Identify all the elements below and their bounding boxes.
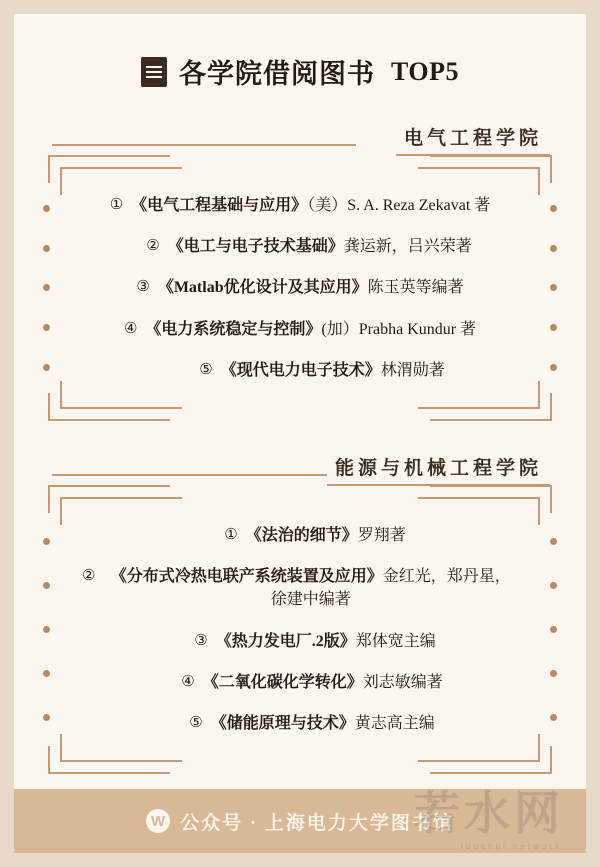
- section-frame: [40, 155, 560, 421]
- list-item: [82, 703, 518, 744]
- list-item: [82, 662, 518, 703]
- section-title: 能源与机械工程学院: [327, 453, 550, 486]
- book-title: 《热力发电厂.2版》: [215, 632, 356, 650]
- book-title: 《分布式冷热电联产系统装置及应用》: [110, 568, 383, 586]
- book-author: （美）S. A. Reza Zekavat 著: [307, 197, 491, 214]
- title-top5: TOP5: [391, 56, 459, 86]
- book-title: 《储能原理与技术》: [210, 714, 355, 732]
- book-list: [40, 171, 560, 405]
- list-item: [82, 350, 518, 391]
- section-rule: [52, 144, 356, 146]
- book-list: [40, 501, 560, 758]
- book-entry: [168, 235, 472, 258]
- book-title: 《电工与电子技术基础》: [167, 238, 344, 256]
- rank-badge: ④: [181, 673, 195, 690]
- book-entry: [246, 524, 406, 547]
- book-author: 陈玉英等编著: [367, 279, 464, 297]
- section-header: [14, 447, 586, 485]
- book-author: 刘志敏编著: [362, 673, 443, 691]
- rank-badge: ③: [194, 632, 208, 649]
- rank-badge: ⑤: [199, 361, 213, 378]
- book-title: 《法治的细节》: [245, 526, 358, 544]
- list-item: [82, 185, 518, 226]
- rank-badge: ③: [136, 279, 150, 296]
- book-author: (加）Prabha Kundur 著: [321, 320, 477, 338]
- wechat-icon: W: [146, 809, 170, 833]
- book-entry: [216, 630, 436, 653]
- list-item: [82, 309, 518, 350]
- book-entry: [131, 194, 490, 217]
- section-header: [14, 117, 586, 155]
- book-entry: [145, 318, 476, 341]
- book-entry: [158, 276, 464, 299]
- footer-account-text: 公众号 · 上海电力大学图书馆: [180, 812, 454, 834]
- footer-bar: [14, 789, 586, 853]
- section-energy-mechanical-engineering: [14, 447, 586, 774]
- rank-badge: ②: [146, 238, 160, 255]
- rank-badge: ②: [82, 568, 96, 585]
- section-electrical-engineering: [14, 117, 586, 421]
- list-item: [82, 621, 518, 662]
- book-title: 《二氧化碳化学转化》: [202, 673, 363, 691]
- section-title: 电气工程学院: [396, 123, 550, 156]
- list-item: [82, 226, 518, 267]
- book-author: 郑体宽主编: [355, 632, 436, 650]
- book-title: 《Matlab优化设计及其应用》: [157, 279, 368, 297]
- book-title: 《现代电力电子技术》: [220, 361, 381, 379]
- book-author: 黄志高主编: [354, 714, 435, 732]
- section-rule: [52, 474, 356, 476]
- watermark: 若水网: [414, 788, 564, 839]
- rank-badge: ①: [224, 526, 238, 543]
- book-title: 《电气工程基础与应用》: [131, 197, 308, 214]
- list-item: [82, 267, 518, 308]
- title-main: 各学院借阅图书: [179, 59, 375, 89]
- rank-badge: ⑤: [189, 714, 203, 731]
- rank-badge: ①: [109, 197, 124, 213]
- book-entry: [211, 712, 435, 735]
- book-author: 罗翔著: [357, 526, 406, 544]
- list-item: [82, 556, 518, 620]
- page-title: [14, 52, 586, 91]
- section-frame: [40, 485, 560, 774]
- watermark-subtext: ruoshui network: [460, 842, 562, 851]
- book-author: 龚运新，吕兴荣著: [343, 238, 472, 256]
- book-entry: [103, 565, 518, 611]
- book-entry: [203, 671, 443, 694]
- list-item: [82, 515, 518, 556]
- book-author: 林渭勋著: [380, 361, 445, 379]
- book-icon: [141, 57, 167, 87]
- poster: [14, 14, 586, 853]
- book-title: 《电力系统稳定与控制》: [145, 320, 322, 338]
- book-entry: [221, 359, 445, 382]
- book-author: 金红光，郑丹星，徐建中编著: [270, 568, 511, 609]
- rank-badge: ④: [123, 320, 138, 337]
